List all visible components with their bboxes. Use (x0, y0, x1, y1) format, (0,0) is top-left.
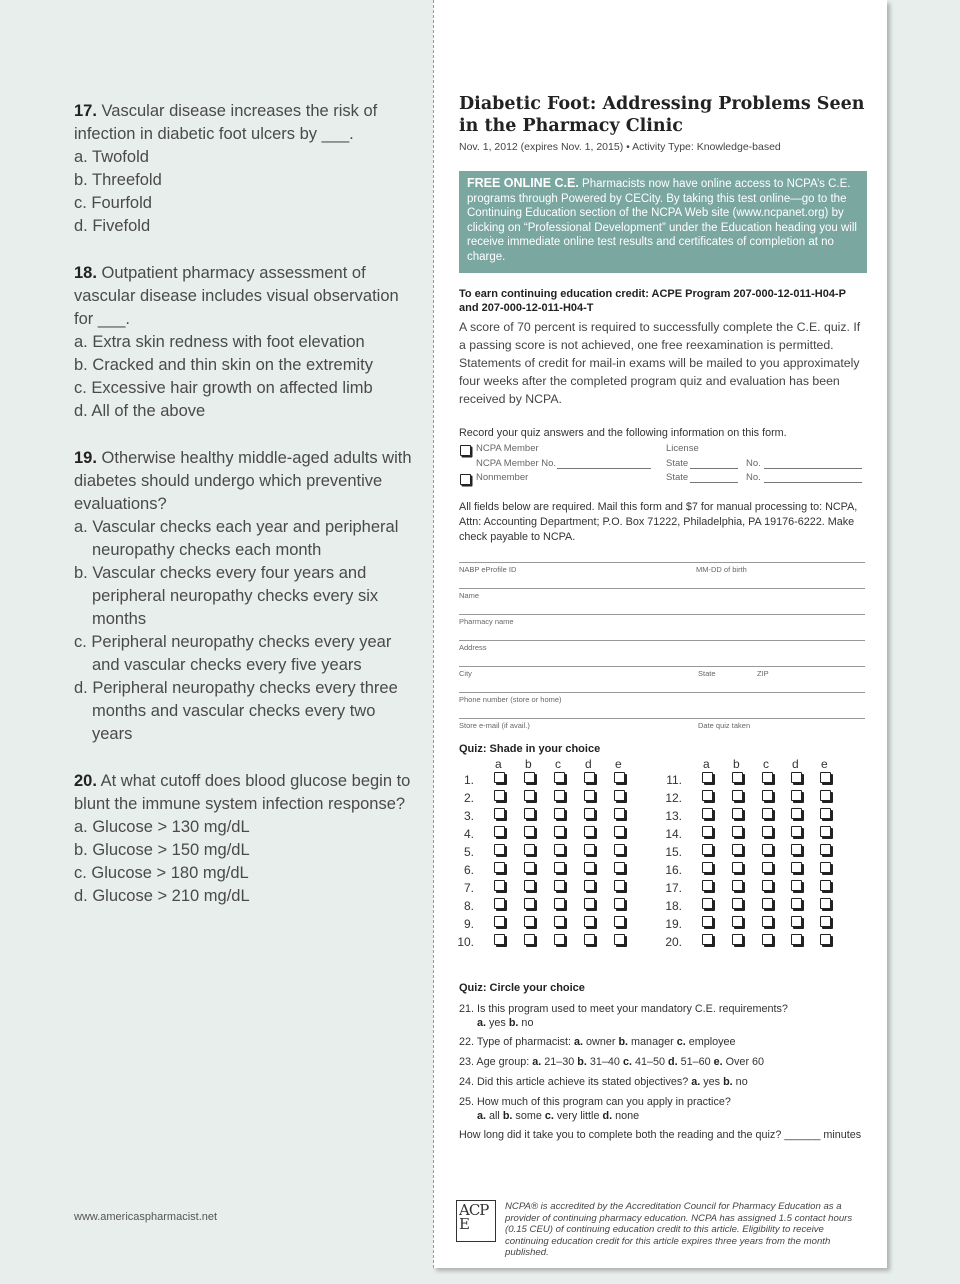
row-number: 9. (463, 917, 474, 931)
choice-letter[interactable]: a. (691, 1076, 701, 1088)
answer-checkbox[interactable] (554, 790, 565, 801)
answer-checkbox[interactable] (762, 826, 773, 837)
nonmember-checkbox[interactable] (460, 474, 471, 485)
answer-checkbox[interactable] (762, 808, 773, 819)
answer-checkbox[interactable] (702, 844, 713, 855)
answer-checkbox[interactable] (820, 880, 831, 891)
answer-checkbox[interactable] (584, 826, 595, 837)
choice-text: 41–50 (631, 1056, 668, 1068)
question-21-stem: 21. Is this program used to meet your mandatory C.E. requirements? (459, 1003, 788, 1015)
choice-text: none (612, 1109, 640, 1122)
choice-letter[interactable]: a. (477, 1109, 487, 1122)
answer-checkbox[interactable] (732, 790, 743, 801)
choice-letter[interactable]: a. (574, 1036, 584, 1048)
question-stem: Outpatient pharmacy assessment of vascular disease includes visual observation for ___. (74, 264, 399, 328)
answer-checkbox[interactable] (494, 916, 505, 927)
answer-checkbox[interactable] (524, 790, 535, 801)
answer-checkbox[interactable] (702, 826, 713, 837)
address-line[interactable] (459, 640, 865, 641)
earn-credit-text: A score of 70 percent is required to successfully complete the C.E. quiz. If a passing score is not achieved, one free reexamination is permitted. Statements of credit for mail-in exams will be mailed to you approximately four weeks after the completed program quiz and evaluation has been received by NCPA. (459, 320, 861, 406)
question-22 (459, 1036, 736, 1050)
column-letter: d (792, 757, 799, 771)
answer-checkbox[interactable] (702, 790, 713, 801)
choice-text: 21–30 (541, 1056, 578, 1068)
choice-letter[interactable]: a. (477, 1016, 487, 1029)
answer-option: c. Fourfold (74, 194, 152, 212)
date-line: Nov. 1, 2012 (expires Nov. 1, 2015) • Activity Type: Knowledge-based (459, 141, 781, 153)
answer-checkbox[interactable] (791, 808, 802, 819)
shade-heading: Quiz: Shade in your choice (459, 743, 601, 755)
quiz-questions-column (74, 100, 419, 932)
answer-checkbox[interactable] (524, 772, 535, 783)
answer-checkbox[interactable] (762, 898, 773, 909)
answer-checkbox[interactable] (791, 790, 802, 801)
question-17 (74, 100, 419, 238)
answer-option: b. Glucose > 150 mg/dL (74, 841, 250, 859)
row-number: 3. (463, 809, 474, 823)
record-instructions: Record your quiz answers and the following information on this form. (459, 427, 787, 439)
answer-checkbox[interactable] (614, 844, 625, 855)
answer-checkbox[interactable] (584, 880, 595, 891)
row-number: 6. (463, 863, 474, 877)
name-line[interactable] (459, 588, 865, 589)
answer-option: a. Glucose > 130 mg/dL (74, 818, 250, 836)
row-number: 1. (463, 773, 474, 787)
answer-checkbox[interactable] (614, 880, 625, 891)
answer-checkbox[interactable] (791, 862, 802, 873)
answer-checkbox[interactable] (494, 862, 505, 873)
ce-answer-form (433, 0, 887, 1268)
question-18 (74, 262, 419, 423)
row-number: 16. (665, 863, 682, 877)
answer-checkbox[interactable] (791, 916, 802, 927)
answer-checkbox[interactable] (554, 772, 565, 783)
answer-checkbox[interactable] (584, 808, 595, 819)
answer-checkbox[interactable] (702, 916, 713, 927)
answer-checkbox[interactable] (584, 934, 595, 945)
state-label: State (666, 458, 689, 469)
question-number: 17. (74, 102, 97, 120)
answer-checkbox[interactable] (732, 862, 743, 873)
answer-checkbox[interactable] (762, 916, 773, 927)
answer-checkbox[interactable] (732, 826, 743, 837)
acpe-logo (456, 1200, 496, 1242)
answer-checkbox[interactable] (791, 880, 802, 891)
answer-checkbox[interactable] (702, 898, 713, 909)
row-number: 8. (463, 899, 474, 913)
choice-letter[interactable]: e. (713, 1056, 723, 1068)
nonmember-label: Nonmember (476, 472, 529, 483)
question-23 (459, 1056, 764, 1070)
answer-checkbox[interactable] (554, 934, 565, 945)
license-no-line-1[interactable] (764, 459, 862, 469)
row-number: 2. (463, 791, 474, 805)
answer-checkbox[interactable] (732, 916, 743, 927)
question-number: 19. (74, 449, 97, 467)
answer-checkbox[interactable] (614, 862, 625, 873)
license-no-line-2[interactable] (764, 473, 862, 483)
row-number: 10. (457, 935, 474, 949)
answer-option: c. Peripheral neuropathy checks every year and vascular checks every five years (74, 633, 392, 674)
answer-checkbox[interactable] (732, 772, 743, 783)
choice-letter[interactable]: c. (676, 1036, 686, 1048)
earn-credit-heading: To earn continuing education credit: ACPE Program 207-000-12-011-H04-P and 207-000-12-011-H04-T (459, 288, 846, 314)
answer-checkbox[interactable] (614, 934, 625, 945)
answer-checkbox[interactable] (732, 898, 743, 909)
website-url: www.americaspharmacist.net (74, 1211, 218, 1223)
answer-checkbox[interactable] (614, 916, 625, 927)
no-label: No. (746, 458, 761, 469)
question-stem: Vascular disease increases the risk of infection in diabetic foot ulcers by ___. (74, 102, 378, 143)
phone-label: Phone number (store or home) (459, 695, 562, 704)
column-letter: c (555, 757, 561, 771)
answer-checkbox[interactable] (791, 934, 802, 945)
question-24 (459, 1076, 748, 1090)
answer-checkbox[interactable] (524, 844, 535, 855)
answer-checkbox[interactable] (762, 790, 773, 801)
row-number: 4. (463, 827, 474, 841)
answer-checkbox[interactable] (820, 934, 831, 945)
column-letter: b (525, 757, 532, 771)
answer-checkbox[interactable] (762, 934, 773, 945)
city-label: City (459, 669, 472, 678)
choice-letter[interactable]: b. (723, 1076, 733, 1088)
choice-letter[interactable]: b. (618, 1036, 629, 1048)
answer-checkbox[interactable] (732, 934, 743, 945)
answer-checkbox[interactable] (554, 844, 565, 855)
row-number: 18. (665, 899, 682, 913)
choice-text: 31–40 (586, 1056, 623, 1068)
time-taken-question: How long did it take you to complete both the reading and the quiz? ______ minutes (459, 1129, 862, 1141)
license-state-line-1[interactable] (690, 459, 738, 469)
answer-checkbox[interactable] (524, 808, 535, 819)
answer-option: a. Extra skin redness with foot elevation (74, 333, 365, 351)
row-number: 5. (463, 845, 474, 859)
address-label: Address (459, 643, 487, 652)
question-22-stem: 22. Type of pharmacist: (459, 1036, 575, 1048)
choice-text: no (518, 1016, 534, 1029)
free-online-label: FREE ONLINE C.E. (467, 176, 579, 190)
answer-checkbox[interactable] (584, 862, 595, 873)
question-number: 20. (74, 772, 97, 790)
answer-checkbox[interactable] (494, 772, 505, 783)
answer-checkbox[interactable] (524, 898, 535, 909)
answer-checkbox[interactable] (554, 898, 565, 909)
row-number: 11. (666, 773, 682, 787)
choice-text: no (732, 1076, 748, 1088)
question-20 (74, 770, 419, 908)
column-letter: c (763, 757, 769, 771)
choice-letter[interactable]: c. (544, 1109, 554, 1122)
answer-checkbox[interactable] (524, 880, 535, 891)
choice-letter[interactable]: b. (502, 1109, 513, 1122)
answer-checkbox[interactable] (554, 826, 565, 837)
name-label: Name (459, 591, 480, 600)
answer-checkbox[interactable] (762, 772, 773, 783)
nabp-label: NABP eProfile ID (459, 565, 517, 574)
column-letter: e (615, 757, 622, 771)
answer-checkbox[interactable] (494, 808, 505, 819)
answer-checkbox[interactable] (762, 862, 773, 873)
answer-checkbox[interactable] (820, 898, 831, 909)
column-letter: d (585, 757, 592, 771)
answer-checkbox[interactable] (524, 934, 535, 945)
free-online-text: Pharmacists now have online access to NCPA’s C.E. programs through Powered by CECity. By taking this test online—go to the Continuing Education section of the NCPA Web site (www.ncpanet.org) by clicking on “Professional Development” under the Education heading you will receive immediate online test results and certificates of completion at no charge. (467, 178, 857, 263)
choice-letter[interactable]: b. (508, 1016, 519, 1029)
answer-checkbox[interactable] (820, 808, 831, 819)
state-field-label: State (698, 669, 716, 678)
answer-option: b. Vascular checks every four years and peripheral neuropathy checks every six months (74, 564, 379, 628)
accreditation-footer: NCPA® is accredited by the Accreditation Council for Pharmacy Education as a provider of continuing pharmacy education. NCPA has assigned 1.5 contact hours (0.15 CEU) of continuing education credit to this article. Eligibility to receive continuing education credit for this article expires three years from the month published. (505, 1201, 853, 1258)
answer-option: d. Peripheral neuropathy checks every three months and vascular checks every two years (74, 679, 398, 743)
column-letter: b (733, 757, 740, 771)
pharmacy-label: Pharmacy name (459, 617, 514, 626)
ncpa-member-no-label: NCPA Member No. (476, 458, 557, 469)
answer-checkbox[interactable] (820, 862, 831, 873)
date-taken-label: Date quiz taken (698, 721, 751, 730)
free-online-ce-box (459, 171, 867, 273)
row-number: 13. (665, 809, 682, 823)
state-label: State (666, 472, 689, 483)
choice-text: yes (700, 1076, 724, 1088)
answer-option: d. All of the above (74, 402, 206, 420)
pharmacy-line[interactable] (459, 614, 865, 615)
answer-checkbox[interactable] (791, 844, 802, 855)
answer-checkbox[interactable] (791, 826, 802, 837)
question-stem: At what cutoff does blood glucose begin to blunt the immune system infection response? (74, 772, 411, 813)
choice-letter[interactable]: d. (667, 1056, 678, 1068)
answer-checkbox[interactable] (702, 934, 713, 945)
answer-checkbox[interactable] (820, 844, 831, 855)
answer-checkbox[interactable] (524, 826, 535, 837)
license-label: License (666, 443, 699, 454)
answer-checkbox[interactable] (614, 826, 625, 837)
nabp-dob-line[interactable] (459, 562, 865, 563)
question-number: 18. (74, 264, 97, 282)
choice-text: owner (583, 1036, 619, 1048)
answer-checkbox[interactable] (584, 790, 595, 801)
answer-checkbox[interactable] (584, 916, 595, 927)
choice-letter[interactable]: c. (622, 1056, 632, 1068)
answer-checkbox[interactable] (732, 880, 743, 891)
answer-checkbox[interactable] (494, 844, 505, 855)
email-label: Store e-mail (if avail.) (459, 721, 530, 730)
city-state-zip-line[interactable] (459, 666, 865, 667)
fields-instructions: All fields below are required. Mail this form and $7 for manual processing to: NCPA, Attn: Accounting Department; P.O. Box 71222, Philadelphia, PA 19176-6222. Make check payable to NCPA. (459, 501, 858, 543)
form-title: Diabetic Foot: Addressing Problems Seen in the Pharmacy Clinic (459, 94, 865, 136)
answer-option: a. Twofold (74, 148, 149, 166)
answer-checkbox[interactable] (494, 934, 505, 945)
answer-option: c. Glucose > 180 mg/dL (74, 864, 249, 882)
no-label: No. (746, 472, 761, 483)
column-letter: e (821, 757, 828, 771)
row-number: 19. (665, 917, 682, 931)
choice-text: manager (628, 1036, 677, 1048)
member-no-line[interactable] (557, 459, 651, 469)
question-23-stem: 23. Age group: (459, 1056, 533, 1068)
choice-letter[interactable]: b. (577, 1056, 587, 1068)
choice-letter[interactable]: a. (532, 1056, 542, 1068)
row-number: 12. (665, 791, 682, 805)
answer-checkbox[interactable] (702, 808, 713, 819)
answer-option: d. Glucose > 210 mg/dL (74, 887, 250, 905)
license-state-line-2[interactable] (690, 473, 738, 483)
column-letter: a (495, 757, 502, 771)
row-number: 20. (665, 935, 682, 949)
answer-checkbox[interactable] (554, 862, 565, 873)
acpe-logo-text: ACPE (459, 1201, 489, 1233)
question-stem: Otherwise healthy middle-aged adults with diabetes should undergo which preventive evaluations? (74, 449, 412, 513)
answer-checkbox[interactable] (614, 790, 625, 801)
circle-heading: Quiz: Circle your choice (459, 982, 585, 994)
answer-checkbox[interactable] (614, 808, 625, 819)
answer-checkbox[interactable] (702, 880, 713, 891)
answer-checkbox[interactable] (614, 898, 625, 909)
column-letter: a (703, 757, 710, 771)
answer-checkbox[interactable] (554, 880, 565, 891)
choice-text: employee (685, 1036, 736, 1048)
answer-checkbox[interactable] (820, 826, 831, 837)
question-25-stem: 25. How much of this program can you apply in practice? (459, 1096, 731, 1108)
question-24-stem: 24. Did this article achieve its stated objectives? (459, 1076, 692, 1088)
answer-checkbox[interactable] (762, 880, 773, 891)
question-21 (459, 1003, 788, 1030)
phone-line[interactable] (459, 692, 865, 693)
answer-checkbox[interactable] (584, 898, 595, 909)
answer-checkbox[interactable] (702, 772, 713, 783)
answer-checkbox[interactable] (554, 916, 565, 927)
answer-option: a. Vascular checks each year and peripheral neuropathy checks each month (74, 518, 399, 559)
row-number: 7. (463, 881, 474, 895)
answer-checkbox[interactable] (702, 862, 713, 873)
question-25 (459, 1096, 731, 1123)
choice-text: some (512, 1109, 545, 1122)
answer-checkbox[interactable] (762, 844, 773, 855)
answer-option: b. Cracked and thin skin on the extremity (74, 356, 373, 374)
answer-option: b. Threefold (74, 171, 162, 189)
answer-checkbox[interactable] (584, 844, 595, 855)
answer-option: d. Fivefold (74, 217, 151, 235)
answer-checkbox[interactable] (524, 916, 535, 927)
choice-text: all (486, 1109, 503, 1122)
answer-checkbox[interactable] (791, 898, 802, 909)
choice-letter[interactable]: d. (602, 1109, 613, 1122)
answer-checkbox[interactable] (820, 772, 831, 783)
answer-checkbox[interactable] (732, 844, 743, 855)
email-date-line[interactable] (459, 718, 865, 719)
zip-label: ZIP (757, 669, 769, 678)
answer-checkbox[interactable] (494, 790, 505, 801)
choice-text: Over 60 (722, 1056, 765, 1068)
choice-text: yes (486, 1016, 509, 1029)
row-number: 17. (665, 881, 682, 895)
answer-checkbox[interactable] (820, 790, 831, 801)
answer-checkbox[interactable] (820, 916, 831, 927)
ncpa-member-checkbox[interactable] (460, 445, 471, 456)
answer-checkbox[interactable] (554, 808, 565, 819)
answer-checkbox[interactable] (732, 808, 743, 819)
row-number: 15. (665, 845, 682, 859)
dob-label: MM-DD of birth (696, 565, 747, 574)
answer-option: c. Excessive hair growth on affected limb (74, 379, 373, 397)
answer-checkbox[interactable] (584, 772, 595, 783)
choice-text: 51–60 (677, 1056, 714, 1068)
answer-checkbox[interactable] (524, 862, 535, 873)
choice-text: very little (553, 1109, 603, 1122)
answer-checkbox[interactable] (494, 826, 505, 837)
row-number: 14. (665, 827, 682, 841)
answer-checkbox[interactable] (494, 898, 505, 909)
ncpa-member-label: NCPA Member (476, 443, 539, 454)
answer-checkbox[interactable] (791, 772, 802, 783)
answer-checkbox[interactable] (614, 772, 625, 783)
answer-checkbox[interactable] (494, 880, 505, 891)
question-19 (74, 447, 419, 746)
